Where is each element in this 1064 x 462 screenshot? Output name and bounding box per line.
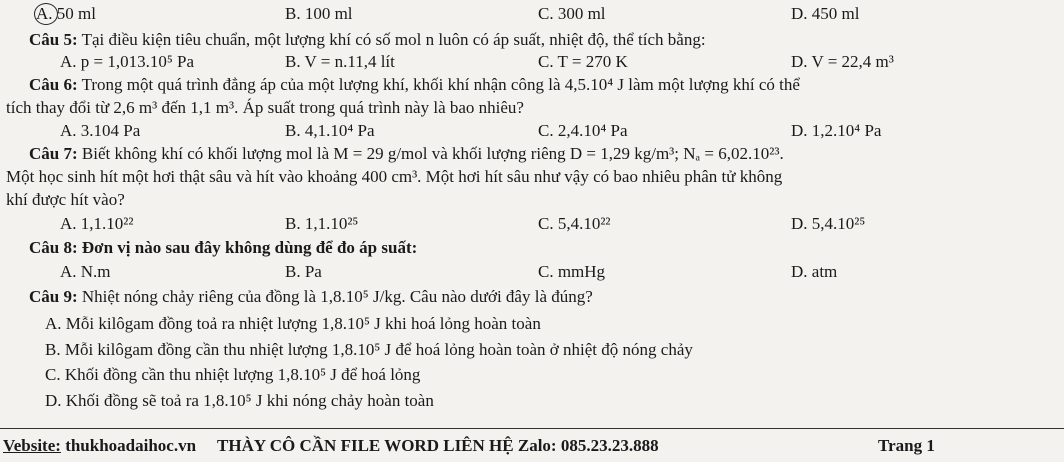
q5-label: Câu 5: xyxy=(29,30,78,49)
q6-option-d: D. 1,2.10⁴ Pa xyxy=(791,121,882,140)
q4-option-a: A. 50 ml xyxy=(36,4,96,23)
q5-option-d: D. V = 22,4 m³ xyxy=(791,52,894,71)
q5-option-c: C. T = 270 K xyxy=(538,52,628,71)
q6-stem-line2: tích thay đổi từ 2,6 m³ đến 1,1 m³. Áp suất trong quá trình này là bao nhiêu? xyxy=(6,98,524,117)
q8-text: Đơn vị nào sau đây không dùng để đo áp suất: xyxy=(81,238,418,257)
q7-stem-line2: Một học sinh hít một hơi thật sâu và hít vào khoảng 400 cm³. Một hơi hít sâu như vậy có bao nhiêu phân tử không xyxy=(6,167,783,186)
footer-contact: THÀY CÔ CẦN FILE WORD LIÊN HỆ Zalo: 085.23.23.888 xyxy=(217,436,659,455)
q6-stem-line1 xyxy=(29,75,800,95)
q8-option-a: A. N.m xyxy=(60,262,111,281)
q8-option-b: B. Pa xyxy=(285,262,322,281)
q9-option-a: A. Mỗi kilôgam đồng toả ra nhiệt lượng 1,8.10⁵ J khi hoá lỏng hoàn toàn xyxy=(45,314,541,333)
q7-option-b: B. 1,1.10²⁵ xyxy=(285,214,359,233)
footer-website xyxy=(3,436,659,456)
q9-option-c: C. Khối đồng cần thu nhiệt lượng 1,8.10⁵ J để hoá lỏng xyxy=(45,365,421,384)
q6-option-a: A. 3.104 Pa xyxy=(60,121,141,140)
q5-text: Tại điều kiện tiêu chuẩn, một lượng khí có số mol n luôn có áp suất, nhiệt độ, thể tích bằng: xyxy=(81,30,706,49)
q9-option-b: B. Mỗi kilôgam đồng cần thu nhiệt lượng 1,8.10⁵ J để hoá lỏng hoàn toàn ở nhiệt độ nóng chảy xyxy=(45,340,693,359)
q7-label: Câu 7: xyxy=(29,144,78,163)
footer-website-label: Vebsite: xyxy=(3,436,61,455)
footer-divider xyxy=(0,428,1064,429)
q6-option-c: C. 2,4.10⁴ Pa xyxy=(538,121,628,140)
q8-label: Câu 8: xyxy=(29,238,78,257)
q9-stem xyxy=(29,287,593,307)
q6-text1: Trong một quá trình đẳng áp của một lượng khí, khối khí nhận công là 4,5.10⁴ J làm một lượng khí có thể xyxy=(81,75,800,94)
q5-option-a: A. p = 1,013.10⁵ Pa xyxy=(60,52,195,71)
footer-website-url[interactable]: thukhoadaihoc.vn xyxy=(65,436,197,455)
q9-label: Câu 9: xyxy=(29,287,78,306)
q4-option-b: B. 100 ml xyxy=(285,4,353,23)
q4-option-c: C. 300 ml xyxy=(538,4,606,23)
q6-option-b: B. 4,1.10⁴ Pa xyxy=(285,121,375,140)
q9-option-d: D. Khối đồng sẽ toả ra 1,8.10⁵ J khi nóng chảy hoàn toàn xyxy=(45,391,434,410)
q7-option-a: A. 1,1.10²² xyxy=(60,214,134,233)
q5-option-b: B. V = n.11,4 lít xyxy=(285,52,395,71)
q8-option-c: C. mmHg xyxy=(538,262,606,281)
q4-option-d: D. 450 ml xyxy=(791,4,860,23)
q7-text1: Biết không khí có khối lượng mol là M = 29 g/mol và khối lượng riêng D = 1,29 kg/m³; Nₐ = 6,02.10²³. xyxy=(81,144,784,163)
q7-stem-line3: khí được hít vào? xyxy=(6,190,125,209)
q5-stem xyxy=(29,30,706,50)
q7-stem-line1 xyxy=(29,144,784,164)
q7-option-c: C. 5,4.10²² xyxy=(538,214,611,233)
q6-label: Câu 6: xyxy=(29,75,78,94)
q9-text: Nhiệt nóng chảy riêng của đồng là 1,8.10⁵ J/kg. Câu nào dưới đây là đúng? xyxy=(81,287,593,306)
q8-option-d: D. atm xyxy=(791,262,838,281)
footer-page-number: Trang 1 xyxy=(878,436,935,455)
q8-stem xyxy=(29,238,417,258)
q7-option-d: D. 5,4.10²⁵ xyxy=(791,214,866,233)
